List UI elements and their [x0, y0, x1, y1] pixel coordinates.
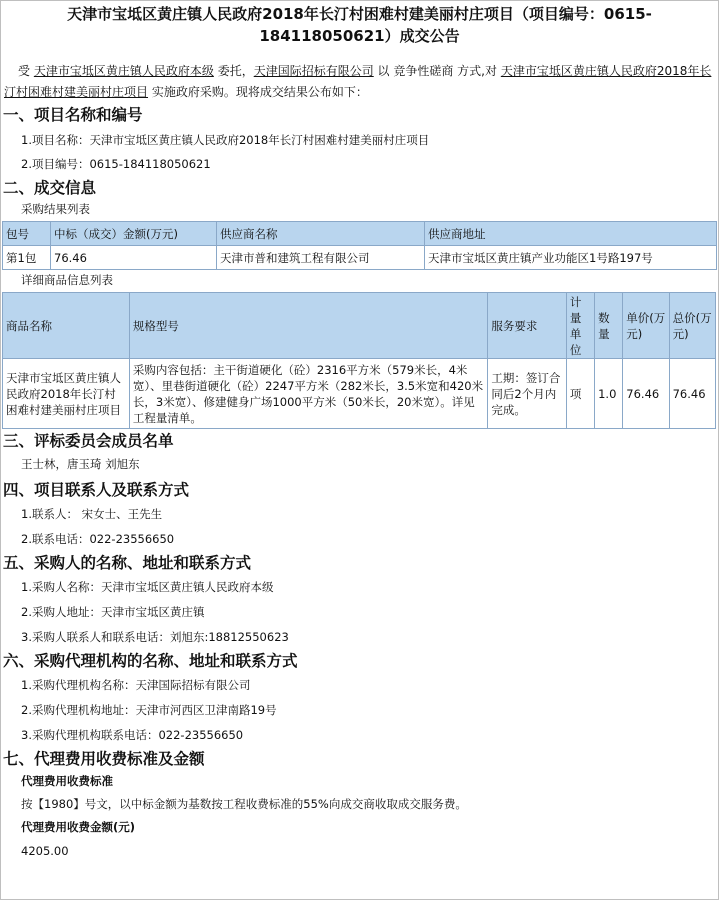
agency-name: 1.采购代理机构名称：天津国际招标有限公司	[21, 678, 251, 692]
result-package: 第1包	[3, 246, 51, 270]
contact-phone: 2.联系电话：022-23556650	[21, 532, 175, 546]
section-6-heading: 六、采购代理机构的名称、地址和联系方式	[3, 652, 298, 670]
detail-name: 天津市宝坻区黄庄镇人民政府2018年长汀村困难村建美丽村庄项目	[3, 359, 130, 429]
buyer-link[interactable]: 天津市宝坻区黄庄镇人民政府本级	[33, 64, 214, 78]
section-3-heading: 三、评标委员会成员名单	[3, 432, 174, 450]
result-supplier: 天津市普和建筑工程有限公司	[217, 246, 425, 270]
project-link[interactable]: 天津市宝坻区黄庄镇人民政府2018年长汀村困难村建美丽村庄项目	[4, 64, 712, 99]
result-header-amount: 中标（成交）金额(万元)	[51, 222, 217, 246]
result-amount: 76.46	[51, 246, 217, 270]
purchaser-address: 2.采购人地址：天津市宝坻区黄庄镇	[21, 605, 205, 619]
purchaser-contact: 3.采购人联系人和联系电话：刘旭东:18812550623	[21, 630, 289, 644]
detail-header-qty: 数量	[595, 293, 623, 359]
detail-header-unit: 计量单位	[566, 293, 594, 359]
committee-members: 王士林，唐玉琦 刘旭东	[21, 457, 140, 471]
section-2-heading: 二、成交信息	[3, 179, 97, 197]
detail-header-total-price: 总价(万元)	[669, 293, 715, 359]
intro-text-2: 委托，	[217, 64, 254, 78]
detail-unit: 项	[566, 359, 594, 429]
intro-text-3: 以 竞争性磋商 方式,对	[377, 64, 497, 78]
section-7-heading: 七、代理费用收费标准及金额	[3, 750, 205, 768]
result-caption: 采购结果列表	[21, 202, 90, 216]
agency-address: 2.采购代理机构地址：天津市河西区卫津南路19号	[21, 703, 277, 717]
fee-amount-value: 4205.00	[21, 844, 69, 858]
project-name: 1.项目名称：天津市宝坻区黄庄镇人民政府2018年长汀村困难村建美丽村庄项目	[21, 133, 430, 147]
detail-unit-price: 76.46	[623, 359, 669, 429]
section-1-heading: 一、项目名称和编号	[3, 106, 143, 124]
result-header-address: 供应商地址	[425, 222, 717, 246]
detail-service: 工期：签订合同后2个月内完成。	[488, 359, 567, 429]
agency-link[interactable]: 天津国际招标有限公司	[253, 64, 374, 78]
detail-total-price: 76.46	[669, 359, 715, 429]
intro-text-1: 受	[18, 64, 31, 78]
result-header-package: 包号	[3, 222, 51, 246]
detail-header-service: 服务要求	[488, 293, 567, 359]
section-5-heading: 五、采购人的名称、地址和联系方式	[3, 554, 252, 572]
intro-text-4: 实施政府采购。现将成交结果公布如下：	[151, 85, 368, 99]
detail-spec: 采购内容包括：主干街道硬化（砼）2316平方米（579米长，4米宽）、里巷街道硬化（砼）2247平方米（282米长，3.5米宽和420米长，3米宽）、修建健身广场1000平方米（50米长，20米宽）。详见工程量清单。	[129, 359, 488, 429]
detail-header-spec: 规格型号	[129, 293, 488, 359]
detail-caption: 详细商品信息列表	[21, 273, 113, 287]
agency-phone: 3.采购代理机构联系电话：022-23556650	[21, 728, 244, 742]
section-4-heading: 四、项目联系人及联系方式	[3, 481, 190, 499]
fee-standard-text: 按【1980】号文，以中标金额为基数按工程收费标准的55%向成交商收取成交服务费。	[21, 797, 467, 811]
fee-amount-label: 代理费用收费金额(元)	[21, 820, 136, 834]
project-code: 2.项目编号：0615-184118050621	[21, 157, 211, 171]
purchaser-name: 1.采购人名称：天津市宝坻区黄庄镇人民政府本级	[21, 580, 274, 594]
detail-header-unit-price: 单价(万元)	[623, 293, 669, 359]
result-header-supplier: 供应商名称	[217, 222, 425, 246]
detail-qty: 1.0	[595, 359, 623, 429]
contact-person: 1.联系人： 宋女士、王先生	[21, 507, 163, 521]
result-address: 天津市宝坻区黄庄镇产业功能区1号路197号	[425, 246, 717, 270]
page-title: 天津市宝坻区黄庄镇人民政府2018年长汀村困难村建美丽村庄项目（项目编号：0615-184118050621）成交公告	[67, 5, 652, 45]
detail-header-name: 商品名称	[3, 293, 130, 359]
fee-standard-label: 代理费用收费标准	[21, 774, 113, 788]
